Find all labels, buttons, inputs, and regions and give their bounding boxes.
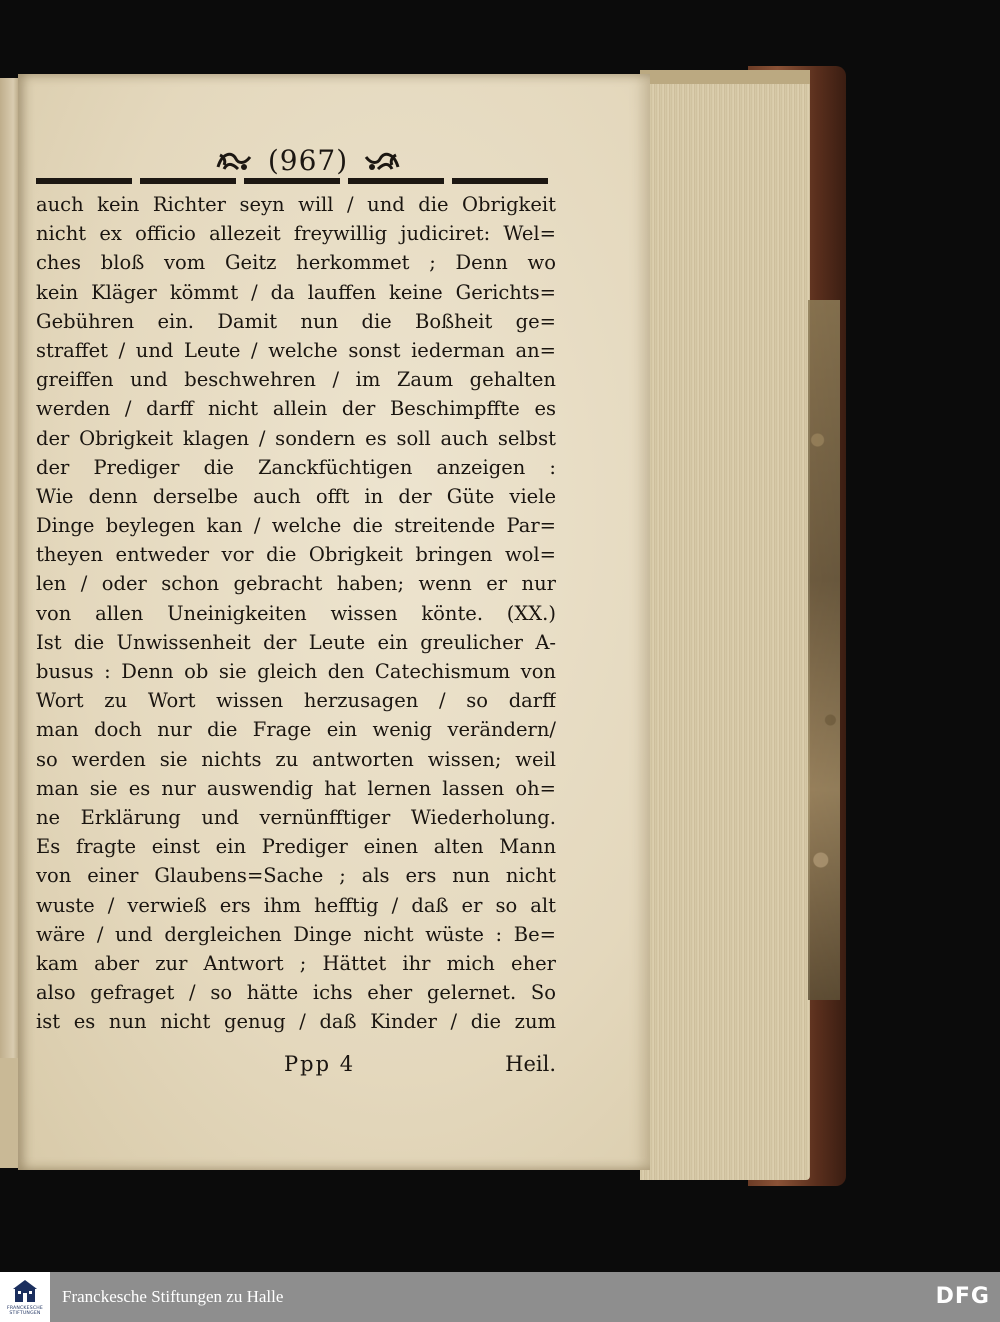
text-line: len / oder schon gebracht haben; wenn er nur xyxy=(36,572,556,596)
logo-caption-line2: STIFTUNGEN xyxy=(9,1311,41,1316)
text-line: ist es nun nicht genug / daß Kinder / die zum xyxy=(36,1010,556,1034)
text-line: ne Erklärung und vernünfftiger Wiederholung. xyxy=(36,805,556,829)
page-number: (967) xyxy=(267,143,349,177)
text-line: werden / darff nicht allein der Beschimpffte es xyxy=(36,397,556,421)
dfg-logo[interactable]: DFG xyxy=(935,1284,990,1309)
fleuron-left-icon xyxy=(214,147,254,173)
page-stack-edges xyxy=(640,70,810,1180)
text-line: Wie denn derselbe auch offt in der Güte viele xyxy=(36,484,556,508)
viewer-footer-bar xyxy=(0,1272,1000,1322)
text-line: man doch nur die Frage ein wenig verändern/ xyxy=(36,718,556,742)
body-text xyxy=(36,190,556,1036)
page-header xyxy=(198,140,418,180)
text-line: busus : Denn ob sie gleich den Catechismum von xyxy=(36,660,556,683)
building-logo-icon xyxy=(12,1278,38,1306)
text-line: Gebühren ein. Damit nun die Boßheit ge= xyxy=(36,309,556,333)
text-line: man sie es nur auswendig hat lernen lassen oh= xyxy=(36,776,556,800)
catchword: Heil. xyxy=(505,1052,556,1076)
text-line: Wort zu Wort wissen herzusagen / so darff xyxy=(36,689,556,713)
logo-caption-line1: FRANCKESCHE xyxy=(6,1306,44,1311)
text-line: so werden sie nichts zu antworten wissen; weil xyxy=(36,747,556,771)
fleuron-right-icon xyxy=(362,147,402,173)
franckesche-stiftungen-logo[interactable] xyxy=(0,1272,50,1322)
text-line: theyen entweder vor die Obrigkeit bringen wol= xyxy=(36,543,556,567)
page-stack-top xyxy=(640,70,810,84)
header-rule xyxy=(36,178,551,184)
text-line: straffet / und Leute / welche sonst iederman an= xyxy=(36,338,556,362)
page-footer xyxy=(36,1052,556,1084)
book-page xyxy=(18,74,650,1170)
text-line: kam aber zur Antwort ; Hättet ihr mich eher xyxy=(36,951,556,975)
institution-name[interactable]: Franckesche Stiftungen zu Halle xyxy=(62,1287,284,1306)
text-line: Dinge beylegen kan / welche die streitende Par= xyxy=(36,514,556,538)
text-line: Ist die Unwissenheit der Leute ein greulicher A- xyxy=(36,630,556,654)
text-line: auch kein Richter seyn will / und die Obrigkeit xyxy=(36,193,556,216)
text-line: der Prediger die Zanckfüchtigen anzeigen : xyxy=(36,455,556,479)
text-line: von allen Uneinigkeiten wissen könte. (XX.) xyxy=(36,601,556,625)
text-line: greiffen und beschwehren / im Zaum gehalten xyxy=(36,368,556,392)
text-line: der Obrigkeit klagen / sondern es soll auch selbst xyxy=(36,426,556,450)
signature-mark: Ppp 4 xyxy=(284,1052,356,1076)
text-line: von einer Glaubens=Sache ; als ers nun nicht xyxy=(36,864,556,888)
text-line: ches bloß vom Geitz herkommet ; Denn wo xyxy=(36,251,556,275)
text-line: also gefraget / so hätte ichs eher gelernet. So xyxy=(36,981,556,1005)
text-line: wäre / und dergleichen Dinge nicht wüste : Be= xyxy=(36,922,556,946)
text-line: nicht ex officio allezeit freywillig judiciret: Wel= xyxy=(36,222,556,246)
text-line: kein Kläger kömmt / da lauffen keine Gerichts= xyxy=(36,280,556,304)
text-line: wuste / verwieß ers ihm hefftig / daß er so alt xyxy=(36,893,556,917)
marbled-endpaper xyxy=(808,300,840,1000)
text-line: Es fragte einst ein Prediger einen alten Mann xyxy=(36,835,556,859)
